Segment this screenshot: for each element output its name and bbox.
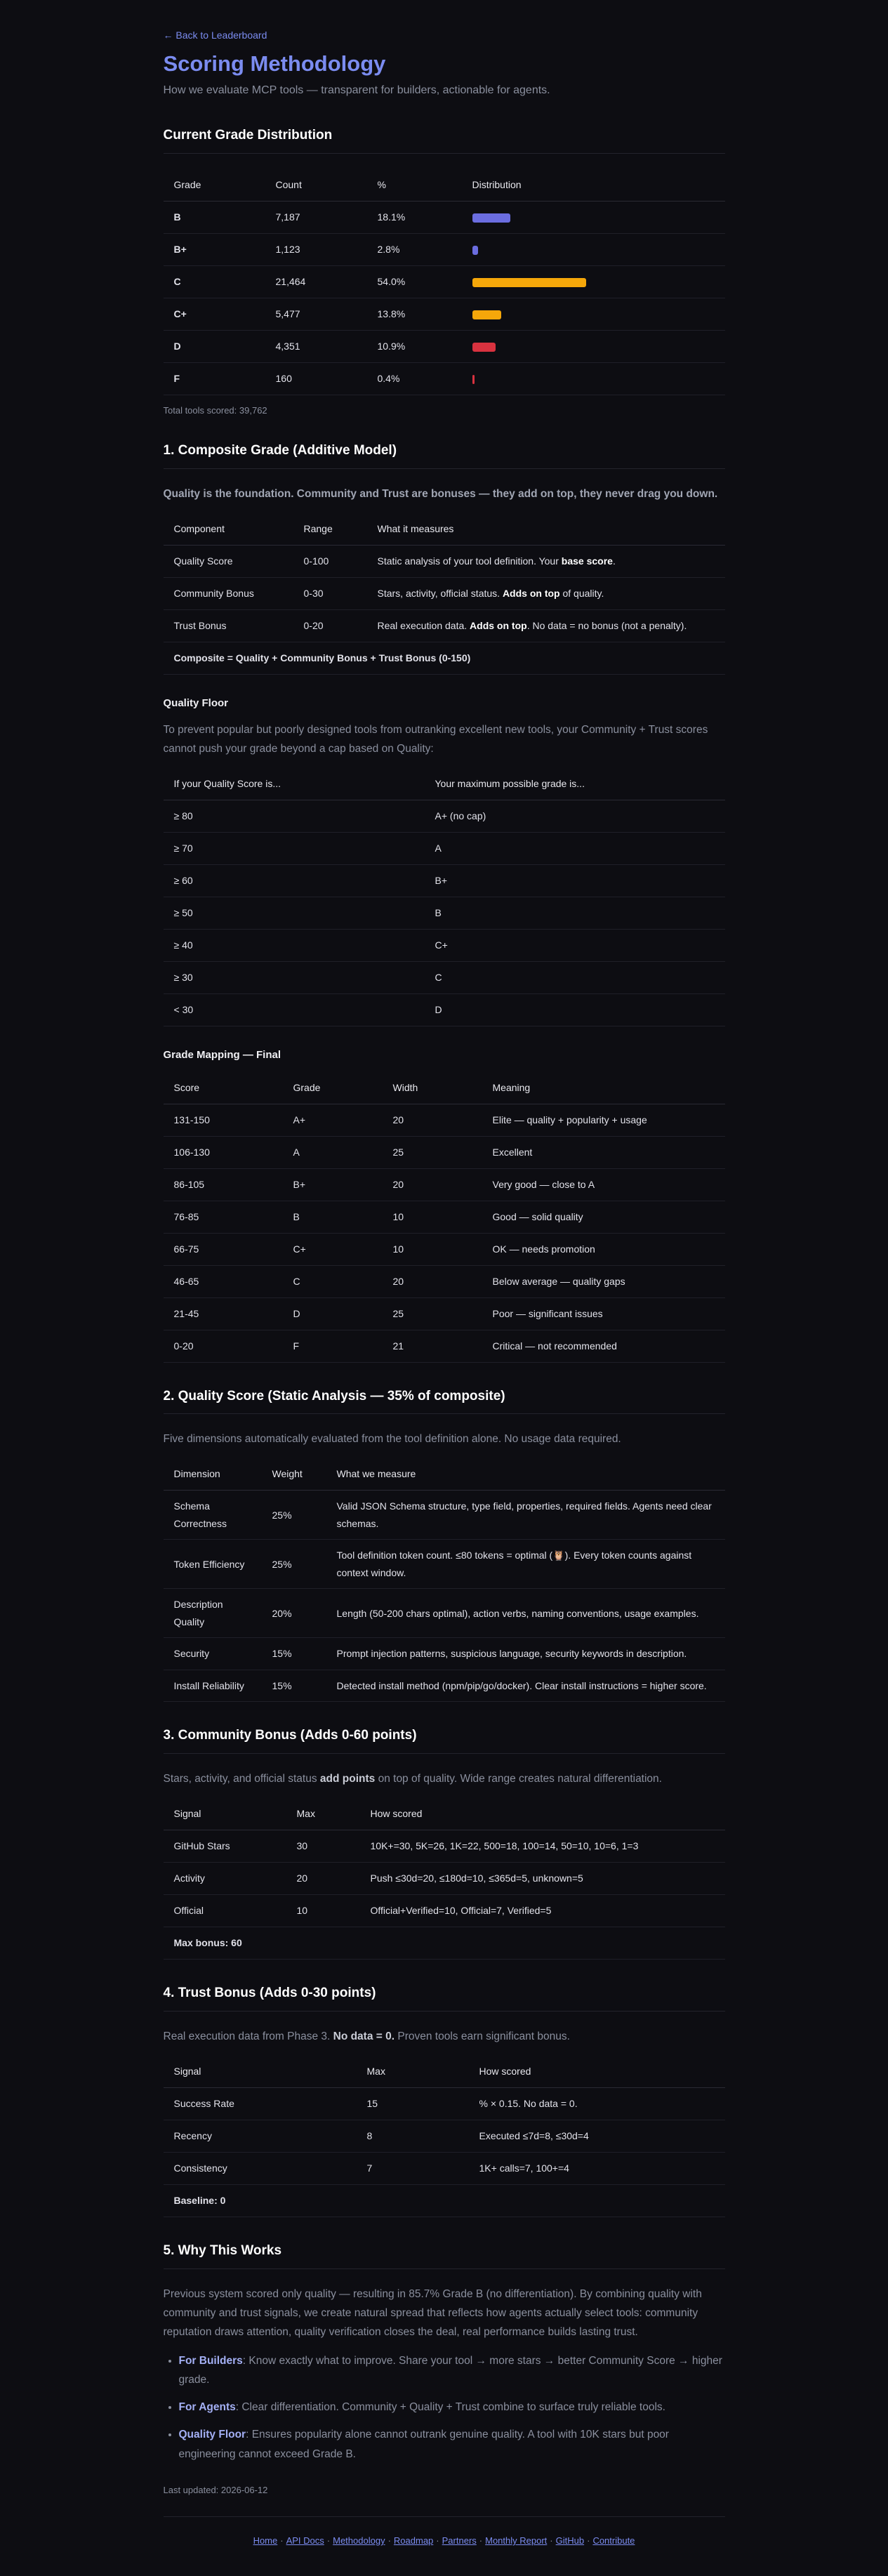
trust-lead-text: Real execution data from Phase 3.: [163, 2030, 333, 2042]
composite-grade-section: [164, 442, 725, 1362]
composite-formula: Composite = Quality + Community Bonus + Trust Bonus (0-150): [164, 642, 725, 675]
max-cell: 10: [286, 1895, 360, 1927]
meaning-cell: Below average — quality gaps: [482, 1265, 725, 1297]
width-cell: 25: [383, 1136, 482, 1168]
dimension-cell: Token Efficiency: [164, 1540, 262, 1589]
footer-link-home[interactable]: Home: [253, 2535, 278, 2547]
count-cell: 7,187: [265, 201, 367, 233]
table-row: [164, 362, 725, 395]
table-row: [164, 865, 725, 897]
list-item-text: : Clear differentiation. Community + Quality + Trust combine to surface truly reliable tools.: [235, 2401, 665, 2414]
footer-nav: [164, 2516, 725, 2576]
table-row: [164, 1330, 725, 1362]
list-item-text: : Know exactly what to improve. Share your tool → more stars → better Community Score → higher grade.: [178, 2355, 722, 2386]
how-scored-cell: 1K+ calls=7, 100+=4: [469, 2152, 725, 2184]
score-range-cell: 0-20: [164, 1330, 283, 1362]
weight-cell: 15%: [262, 1670, 326, 1702]
score-range-cell: 86-105: [164, 1168, 283, 1201]
quality-dimensions-table: [164, 1458, 725, 1702]
grade-cell: C: [283, 1265, 383, 1297]
list-item-label: For Builders: [178, 2355, 243, 2367]
table-row: [164, 1491, 725, 1540]
table-row: [164, 1589, 725, 1638]
score-range-cell: 131-150: [164, 1104, 283, 1136]
grade-cell: B: [164, 201, 265, 233]
footer-separator: ·: [387, 2535, 391, 2547]
distribution-bar: [472, 246, 478, 255]
signal-cell: GitHub Stars: [164, 1830, 286, 1863]
column-header-distribution: Distribution: [462, 169, 725, 202]
distribution-cell: [462, 201, 725, 233]
column-header-percent: %: [367, 169, 462, 202]
count-cell: 1,123: [265, 233, 367, 265]
measure-text-end: . No data = no bonus (not a penalty).: [526, 620, 687, 632]
quality-floor-lead: To prevent popular but poorly designed tools from outranking excellent new tools, your Community + Trust scores cannot push your grade beyond a cap based on Quality:: [163, 723, 708, 755]
column-header-signal: Signal: [164, 2056, 357, 2088]
community-lead-text-end: on top of quality. Wide range creates natural differentiation.: [375, 1773, 662, 1785]
grade-cell: C+: [283, 1233, 383, 1265]
table-row: [164, 1168, 725, 1201]
list-item-label: Quality Floor: [178, 2429, 246, 2441]
page-container: [164, 0, 725, 2576]
table-row: [164, 1540, 725, 1589]
footer-separator: ·: [436, 2535, 439, 2547]
table-row: [164, 265, 725, 298]
meaning-cell: Good — solid quality: [482, 1201, 725, 1233]
measure-emphasis: Adds on top: [470, 620, 527, 632]
table-row: [164, 298, 725, 330]
max-grade-cell: C+: [425, 930, 725, 962]
column-header-width: Width: [383, 1072, 482, 1104]
max-grade-cell: A: [425, 833, 725, 865]
footer-separator: ·: [479, 2535, 483, 2547]
footer-link-methodology[interactable]: Methodology: [333, 2535, 385, 2547]
community-lead-emphasis: add points: [319, 1773, 376, 1785]
list-item: [179, 2425, 725, 2463]
how-scored-cell: Push ≤30d=20, ≤180d=10, ≤365d=5, unknown=5: [360, 1863, 725, 1895]
table-row: [164, 610, 725, 642]
measure-cell: Length (50-200 chars optimal), action verbs, naming conventions, usage examples.: [326, 1589, 725, 1638]
grade-cell: C: [164, 265, 265, 298]
column-header-range: Range: [293, 513, 367, 546]
percent-cell: 0.4%: [367, 362, 462, 395]
column-header-grade: Grade: [164, 169, 265, 202]
table-row: [164, 2120, 725, 2152]
composite-components-table: [164, 513, 725, 675]
grade-cell: F: [164, 362, 265, 395]
grade-distribution-table: [164, 169, 725, 395]
max-cell: 20: [286, 1863, 360, 1895]
trust-baseline: Baseline: 0: [164, 2184, 725, 2217]
trust-lead-text-end: Proven tools earn significant bonus.: [395, 2030, 570, 2042]
column-header-weight: Weight: [262, 1458, 326, 1491]
table-row: [164, 897, 725, 930]
distribution-cell: [462, 298, 725, 330]
how-scored-cell: Executed ≤7d=8, ≤30d=4: [469, 2120, 725, 2152]
weight-cell: 25%: [262, 1540, 326, 1589]
grade-distribution-section: [164, 127, 725, 417]
table-row: [164, 1201, 725, 1233]
grade-cell: F: [283, 1330, 383, 1362]
meaning-cell: OK — needs promotion: [482, 1233, 725, 1265]
dimension-cell: Security: [164, 1638, 262, 1670]
column-header-grade: Grade: [283, 1072, 383, 1104]
grade-cell: A+: [283, 1104, 383, 1136]
meaning-cell: Critical — not recommended: [482, 1330, 725, 1362]
width-cell: 25: [383, 1297, 482, 1330]
table-row: [164, 962, 725, 994]
distribution-cell: [462, 330, 725, 362]
table-row: [164, 233, 725, 265]
why-this-works-lead: Previous system scored only quality — resulting in 85.7% Grade B (no differentiation). By combining quality with community and trust signals, we create natural spread that reflects how agents actually select tools: community reputation draws attention, quality verification closes the deal, real performance builds lasting trust.: [163, 2287, 702, 2338]
column-header-score: Score: [164, 1072, 283, 1104]
table-row: [164, 1136, 725, 1168]
community-signals-table: [164, 1798, 725, 1960]
score-range-cell: 106-130: [164, 1136, 283, 1168]
column-header-signal: Signal: [164, 1798, 286, 1830]
column-header-meaning: Meaning: [482, 1072, 725, 1104]
score-range-cell: 76-85: [164, 1201, 283, 1233]
count-cell: 4,351: [265, 330, 367, 362]
table-row: [164, 546, 725, 578]
range-cell: 0-30: [293, 578, 367, 610]
max-grade-cell: C: [425, 962, 725, 994]
column-header-quality-score: If your Quality Score is...: [164, 768, 425, 800]
page-subtitle: How we evaluate MCP tools — transparent for builders, actionable for agents.: [163, 84, 550, 97]
meaning-cell: Elite — quality + popularity + usage: [482, 1104, 725, 1136]
column-header-component: Component: [164, 513, 293, 546]
footer-link-roadmap[interactable]: Roadmap: [393, 2535, 434, 2547]
footer-separator: ·: [550, 2535, 553, 2547]
grade-mapping-heading: Grade Mapping — Final: [163, 1049, 281, 1062]
how-scored-cell: % × 0.15. No data = 0.: [469, 2087, 725, 2120]
percent-cell: 2.8%: [367, 233, 462, 265]
weight-cell: 15%: [262, 1638, 326, 1670]
trust-lead-emphasis: No data = 0.: [333, 2030, 395, 2042]
table-row: [164, 1830, 725, 1863]
quality-score-lead: Five dimensions automatically evaluated from the tool definition alone. No usage data required.: [163, 1433, 621, 1446]
max-grade-cell: B: [425, 897, 725, 930]
table-row: [164, 2152, 725, 2184]
footer-link-partners[interactable]: Partners: [442, 2535, 477, 2547]
distribution-cell: [462, 233, 725, 265]
footer-link-github[interactable]: GitHub: [555, 2535, 585, 2547]
score-range-cell: 46-65: [164, 1265, 283, 1297]
dimension-cell: Schema Correctness: [164, 1491, 262, 1540]
composite-lead: Quality is the foundation. Community and Trust are bonuses — they add on top, they never drag you down.: [163, 488, 718, 501]
width-cell: 10: [383, 1233, 482, 1265]
how-scored-cell: Official+Verified=10, Official=7, Verified=5: [360, 1895, 725, 1927]
component-cell: Quality Score: [164, 546, 293, 578]
max-cell: 8: [357, 2120, 469, 2152]
component-cell: Community Bonus: [164, 578, 293, 610]
width-cell: 10: [383, 1201, 482, 1233]
meaning-cell: Very good — close to A: [482, 1168, 725, 1201]
width-cell: 20: [383, 1265, 482, 1297]
composite-grade-heading: 1. Composite Grade (Additive Model): [164, 442, 725, 469]
max-grade-cell: B+: [425, 865, 725, 897]
signal-cell: Success Rate: [164, 2087, 357, 2120]
count-cell: 5,477: [265, 298, 367, 330]
percent-cell: 54.0%: [367, 265, 462, 298]
table-row: [164, 1670, 725, 1702]
how-scored-cell: 10K+=30, 5K=26, 1K=22, 500=18, 100=14, 50=10, 10=6, 1=3: [360, 1830, 725, 1863]
meaning-cell: Excellent: [482, 1136, 725, 1168]
measure-cell: Prompt injection patterns, suspicious language, security keywords in description.: [326, 1638, 725, 1670]
community-max-bonus: Max bonus: 60: [164, 1927, 725, 1960]
table-row: [164, 201, 725, 233]
quality-threshold-cell: ≥ 50: [164, 897, 425, 930]
measure-text: Static analysis of your tool definition. Your: [377, 555, 562, 567]
column-header-dimension: Dimension: [164, 1458, 262, 1491]
trust-signals-table: [164, 2056, 725, 2217]
grade-cell: D: [283, 1297, 383, 1330]
measure-cell: [367, 546, 725, 578]
table-row: [164, 1297, 725, 1330]
footer-separator: ·: [280, 2535, 284, 2547]
dimension-cell: Install Reliability: [164, 1670, 262, 1702]
table-row: [164, 800, 725, 833]
list-item: [179, 2351, 725, 2389]
quality-threshold-cell: ≥ 30: [164, 962, 425, 994]
table-row: [164, 1895, 725, 1927]
width-cell: 21: [383, 1330, 482, 1362]
quality-threshold-cell: ≥ 80: [164, 800, 425, 833]
table-row: [164, 994, 725, 1026]
grade-cell: D: [164, 330, 265, 362]
table-footer-row: [164, 1927, 725, 1960]
column-header-count: Count: [265, 169, 367, 202]
component-cell: Trust Bonus: [164, 610, 293, 642]
table-row: [164, 578, 725, 610]
column-header-what-we-measure: What we measure: [326, 1458, 725, 1491]
measure-cell: Detected install method (npm/pip/go/docker). Clear install instructions = higher score.: [326, 1670, 725, 1702]
grade-distribution-heading: Current Grade Distribution: [164, 127, 725, 154]
table-row: [164, 1638, 725, 1670]
why-this-works-list: [164, 2351, 725, 2464]
measure-text-end: of quality.: [559, 588, 604, 600]
signal-cell: Recency: [164, 2120, 357, 2152]
percent-cell: 13.8%: [367, 298, 462, 330]
measure-cell: Valid JSON Schema structure, type field, properties, required fields. Agents need clear schemas.: [326, 1491, 725, 1540]
table-row: [164, 330, 725, 362]
meaning-cell: Poor — significant issues: [482, 1297, 725, 1330]
quality-score-section: [164, 1388, 725, 1703]
width-cell: 20: [383, 1104, 482, 1136]
footer-separator: ·: [587, 2535, 590, 2547]
grade-cell: B: [283, 1201, 383, 1233]
table-footer-row: [164, 2184, 725, 2217]
column-header-what-it-measures: What it measures: [367, 513, 725, 546]
percent-cell: 18.1%: [367, 201, 462, 233]
table-row: [164, 930, 725, 962]
column-header-max: Max: [357, 2056, 469, 2088]
footer-link-api-docs[interactable]: API Docs: [286, 2535, 324, 2547]
grade-cell: A: [283, 1136, 383, 1168]
list-item-text: : Ensures popularity alone cannot outrank genuine quality. A tool with 10K stars but poor engineering cannot exceed Grade B.: [178, 2429, 669, 2460]
total-tools-scored: Total tools scored: 39,762: [163, 404, 267, 416]
trust-bonus-lead: [164, 2027, 725, 2046]
last-updated: Last updated: 2026-06-12: [163, 2484, 268, 2495]
quality-threshold-cell: < 30: [164, 994, 425, 1026]
measure-cell: Tool definition token count. ≤80 tokens = optimal (🦉). Every token counts against context window.: [326, 1540, 725, 1589]
quality-floor-table: [164, 768, 725, 1026]
grade-mapping-table: [164, 1072, 725, 1363]
range-cell: 0-20: [293, 610, 367, 642]
distribution-cell: [462, 362, 725, 395]
signal-cell: Official: [164, 1895, 286, 1927]
why-this-works-section: [164, 2243, 725, 2497]
quality-threshold-cell: ≥ 70: [164, 833, 425, 865]
measure-emphasis: base score: [561, 555, 613, 567]
distribution-bar: [472, 278, 586, 287]
column-header-max: Max: [286, 1798, 360, 1830]
footer-link-contribute[interactable]: Contribute: [592, 2535, 635, 2547]
quality-threshold-cell: ≥ 60: [164, 865, 425, 897]
measure-cell: [367, 578, 725, 610]
list-item-label: For Agents: [178, 2401, 236, 2414]
signal-cell: Consistency: [164, 2152, 357, 2184]
distribution-bar: [472, 213, 510, 223]
max-cell: 15: [357, 2087, 469, 2120]
grade-cell: C+: [164, 298, 265, 330]
footer-separator: ·: [326, 2535, 331, 2547]
trust-bonus-section: [164, 1985, 725, 2217]
distribution-bar: [472, 310, 501, 319]
table-row: [164, 1265, 725, 1297]
table-row: [164, 833, 725, 865]
score-range-cell: 21-45: [164, 1297, 283, 1330]
back-to-leaderboard-link[interactable]: ← Back to Leaderboard: [163, 29, 267, 41]
measure-cell: [367, 610, 725, 642]
count-cell: 21,464: [265, 265, 367, 298]
table-row: [164, 2087, 725, 2120]
range-cell: 0-100: [293, 546, 367, 578]
grade-cell: B+: [164, 233, 265, 265]
column-header-how-scored: How scored: [469, 2056, 725, 2088]
why-this-works-heading: 5. Why This Works: [164, 2243, 725, 2269]
table-row: [164, 1104, 725, 1136]
trust-bonus-heading: 4. Trust Bonus (Adds 0-30 points): [164, 1985, 725, 2012]
community-bonus-heading: 3. Community Bonus (Adds 0-60 points): [164, 1727, 725, 1754]
column-header-max-grade: Your maximum possible grade is...: [425, 768, 725, 800]
measure-text: Stars, activity, official status.: [377, 588, 503, 600]
measure-text: Real execution data.: [377, 620, 470, 632]
dimension-cell: Description Quality: [164, 1589, 262, 1638]
max-grade-cell: A+ (no cap): [425, 800, 725, 833]
table-footer-row: [164, 642, 725, 675]
table-row: [164, 1863, 725, 1895]
width-cell: 20: [383, 1168, 482, 1201]
weight-cell: 20%: [262, 1589, 326, 1638]
max-cell: 7: [357, 2152, 469, 2184]
distribution-bar: [472, 375, 475, 384]
grade-cell: B+: [283, 1168, 383, 1201]
list-item: [179, 2398, 725, 2417]
max-cell: 30: [286, 1830, 360, 1863]
quality-floor-heading: Quality Floor: [163, 697, 229, 710]
percent-cell: 10.9%: [367, 330, 462, 362]
signal-cell: Activity: [164, 1863, 286, 1895]
page-title: Scoring Methodology: [163, 51, 386, 76]
distribution-bar: [472, 343, 496, 352]
quality-score-heading: 2. Quality Score (Static Analysis — 35% of composite): [164, 1388, 725, 1415]
column-header-how-scored: How scored: [360, 1798, 725, 1830]
score-range-cell: 66-75: [164, 1233, 283, 1265]
table-row: [164, 1233, 725, 1265]
weight-cell: 25%: [262, 1491, 326, 1540]
measure-text-end: .: [612, 555, 616, 567]
community-lead-text: Stars, activity, and official status: [163, 1773, 320, 1785]
max-grade-cell: D: [425, 994, 725, 1026]
community-bonus-section: [164, 1727, 725, 1960]
count-cell: 160: [265, 362, 367, 395]
distribution-cell: [462, 265, 725, 298]
footer-link-monthly-report[interactable]: Monthly Report: [485, 2535, 548, 2547]
community-bonus-lead: [164, 1769, 725, 1788]
quality-threshold-cell: ≥ 40: [164, 930, 425, 962]
measure-emphasis: Adds on top: [502, 588, 560, 600]
